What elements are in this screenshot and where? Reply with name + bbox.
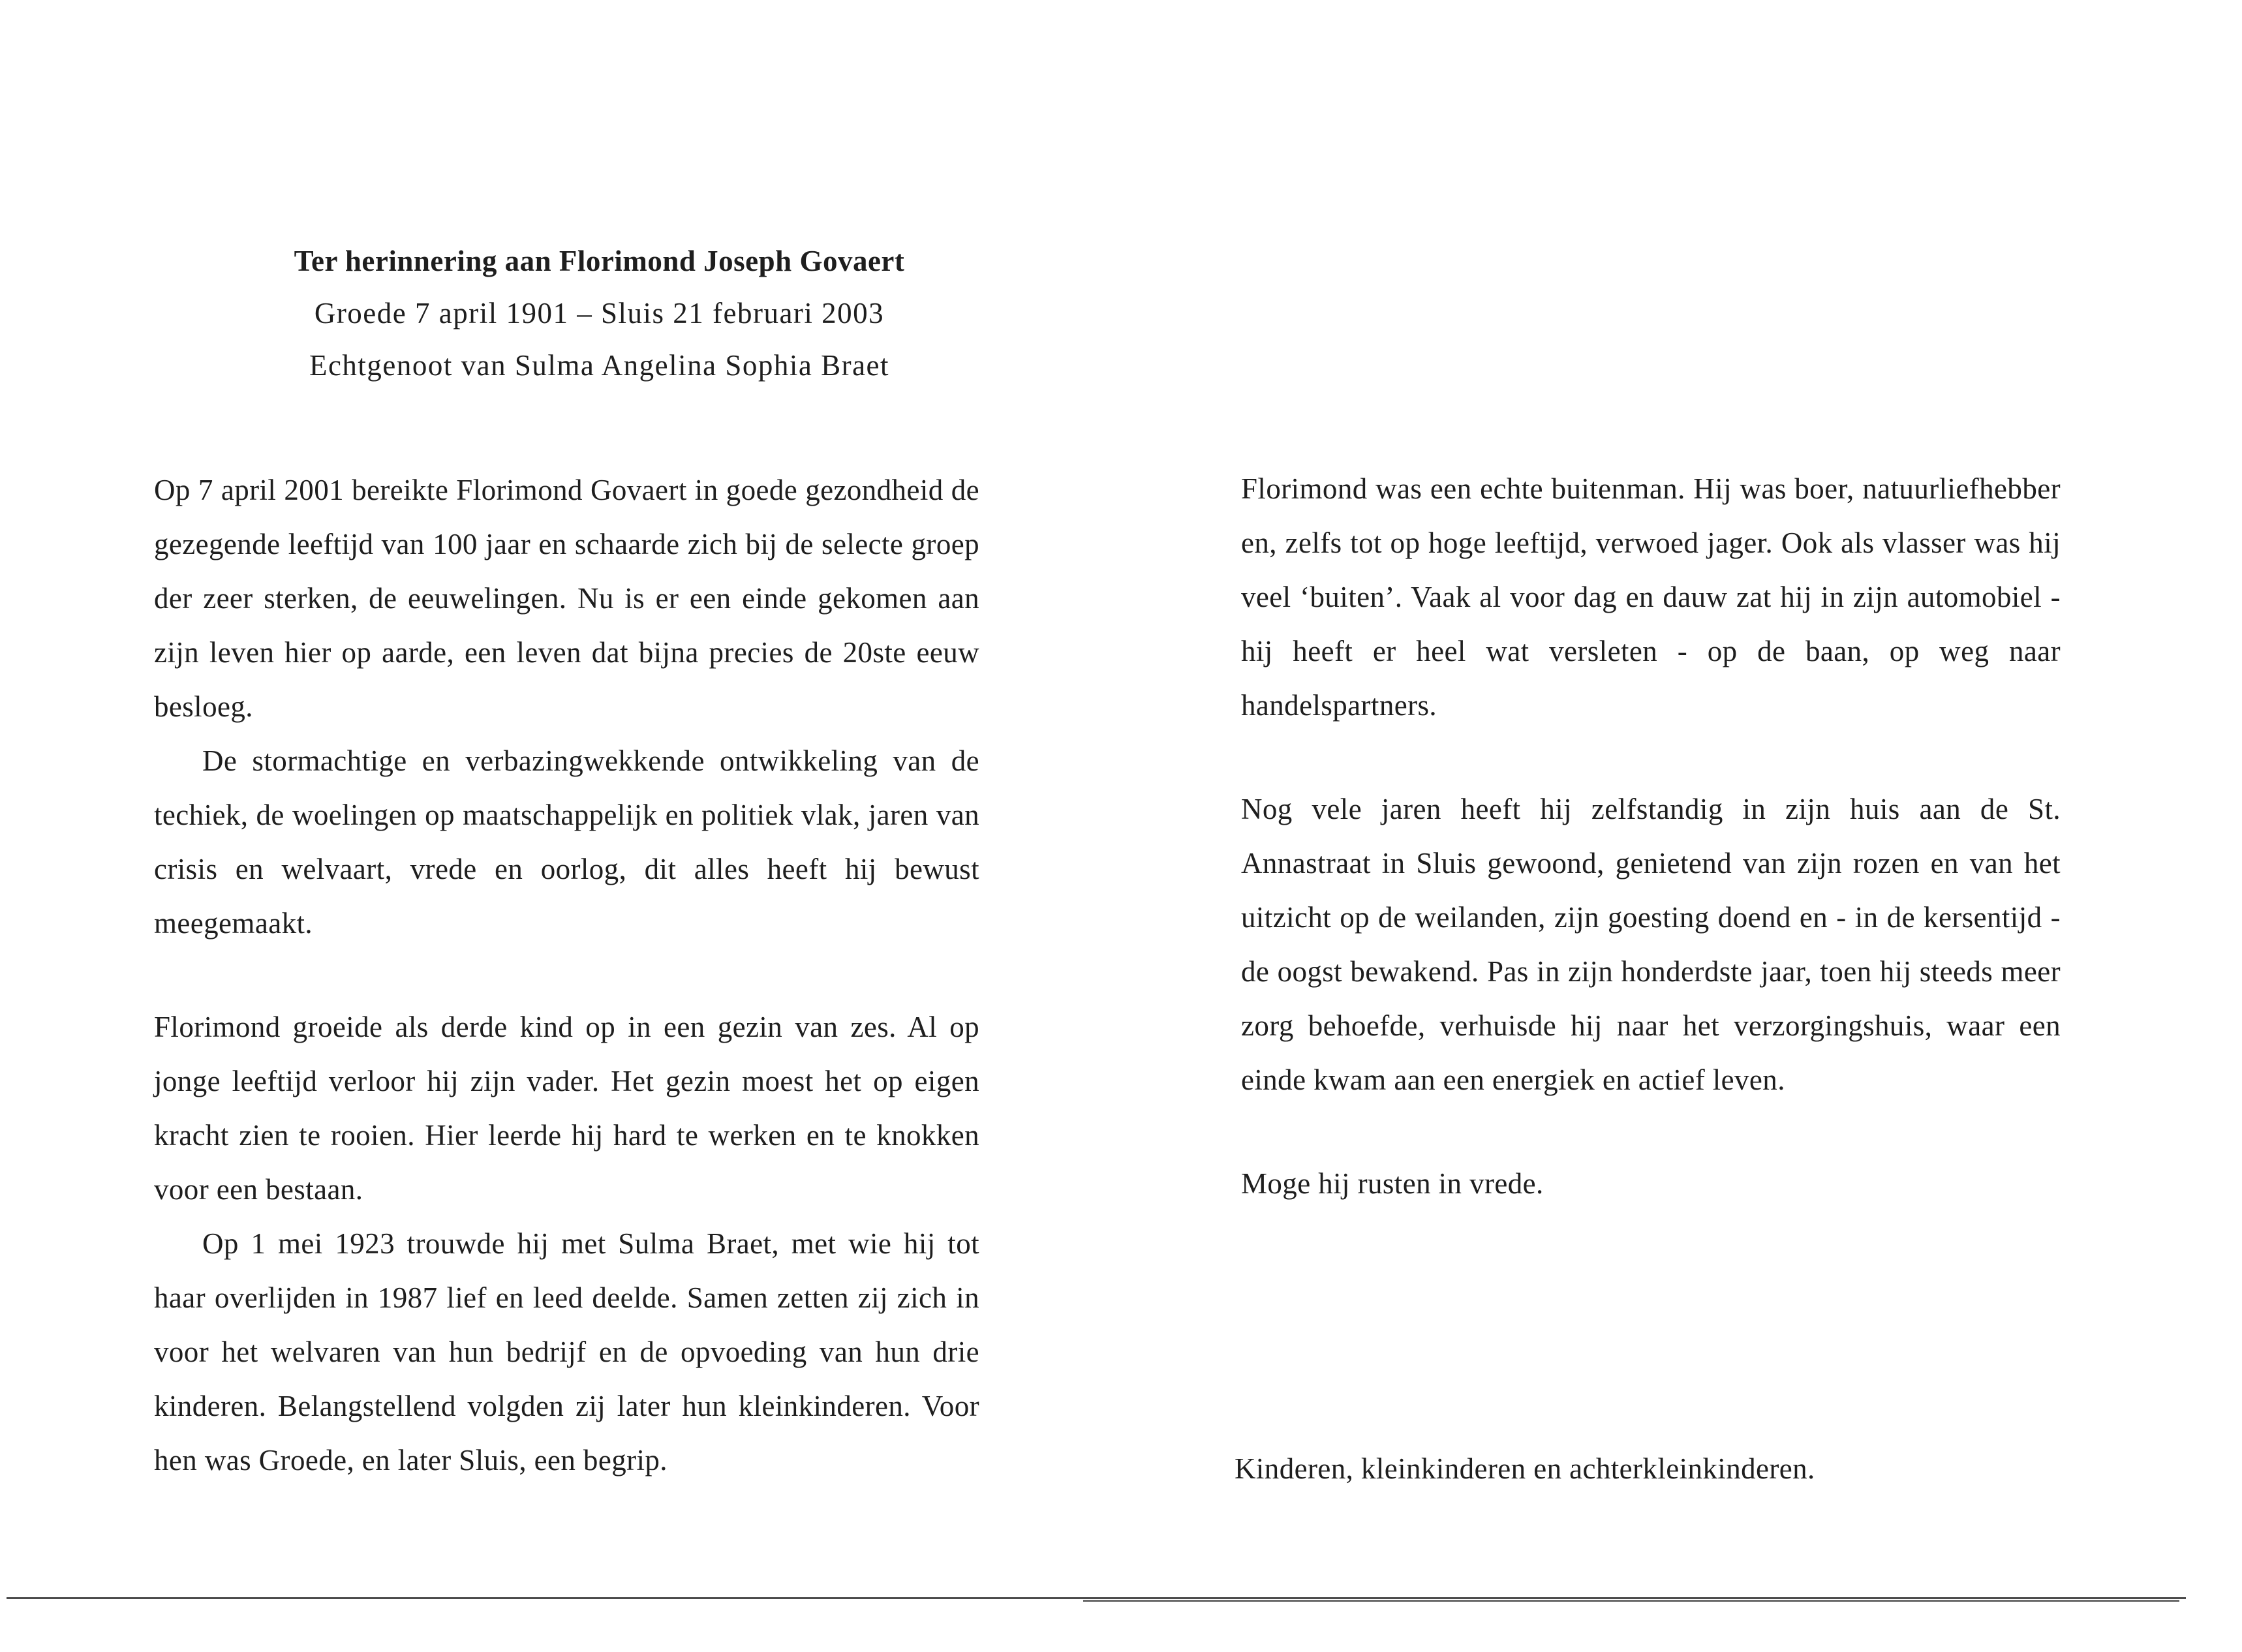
memorial-title: Ter herinnering aan Florimond Joseph Govaert <box>294 245 905 277</box>
spouse-line: Echtgenoot van Sulma Angelina Sophia Braet <box>309 349 890 382</box>
paragraph: Nog vele jaren heeft hij zelfstandig in zijn huis aan de St. Annastraat in Sluis gewoond, genietend van zijn rozen en van het uitzicht op de weilanden, zijn goesting doend en - in de kersentijd - de oogst bewakend. Pas in zijn honderdste jaar, toen hij steeds meer zorg behoefde, verhuisde hij naar het verzorgingshuis, waar een einde kwam aan een energiek en actief leven. <box>1241 793 2061 1096</box>
life-dates: Groede 7 april 1901 – Sluis 21 februari 2003 <box>314 297 885 329</box>
bottom-divider <box>7 1597 2186 1599</box>
paragraph: Florimond groeide als derde kind op in een gezin van zes. Al op jonge leeftijd verloor hij zijn vader. Het gezin moest het op eigen kracht zien te rooien. Hier leerde hij hard te werken en te knokken voor een bestaan. <box>154 1011 979 1206</box>
right-body-text <box>1241 462 2061 1211</box>
paragraph: Op 7 april 2001 bereikte Florimond Govaert in goede gezondheid de gezegende leeftijd van 100 jaar en schaarde zich bij de selecte groep der zeer sterken, de eeuwelingen. Nu is er een einde gekomen aan zijn leven hier op aarde, een leven dat bijna precies de 20ste eeuw besloeg. <box>154 474 979 723</box>
right-page <box>1241 462 2061 1211</box>
paragraph: De stormachtige en verbazingwekkende ontwikkeling van de techiek, de woelingen op maatschappelijk en politiek vlak, jaren van crisis en welvaart, vrede en oorlog, dit alles heeft hij bewust meegemaakt. <box>154 744 979 940</box>
paragraph: Op 1 mei 1923 trouwde hij met Sulma Braet, met wie hij tot haar overlijden in 1987 lief en leed deelde. Samen zetten zij zich in voor het welvaren van hun bedrijf en de opvoeding van hun drie kinderen. Belangstellend volgden zij later hun kleinkinderen. Voor hen was Groede, en later Sluis, een begrip. <box>154 1227 979 1476</box>
left-body-text <box>154 463 979 1488</box>
heading-block <box>187 235 1012 391</box>
left-page <box>154 235 979 1488</box>
bottom-divider-shadow <box>1083 1600 2179 1602</box>
paragraph: Florimond was een echte buitenman. Hij was boer, natuurliefhebber en, zelfs tot op hoge leeftijd, verwoed jager. Ook als vlasser was hij veel ‘buiten’. Vaak al voor dag en dauw zat hij in zijn automobiel - hij heeft er heel wat versleten - op de baan, op weg naar handelspartners. <box>1241 472 2061 722</box>
family-signoff: Kinderen, kleinkinderen en achterkleinkinderen. <box>1235 1452 1815 1485</box>
closing-line: Moge hij rusten in vrede. <box>1241 1167 1544 1200</box>
